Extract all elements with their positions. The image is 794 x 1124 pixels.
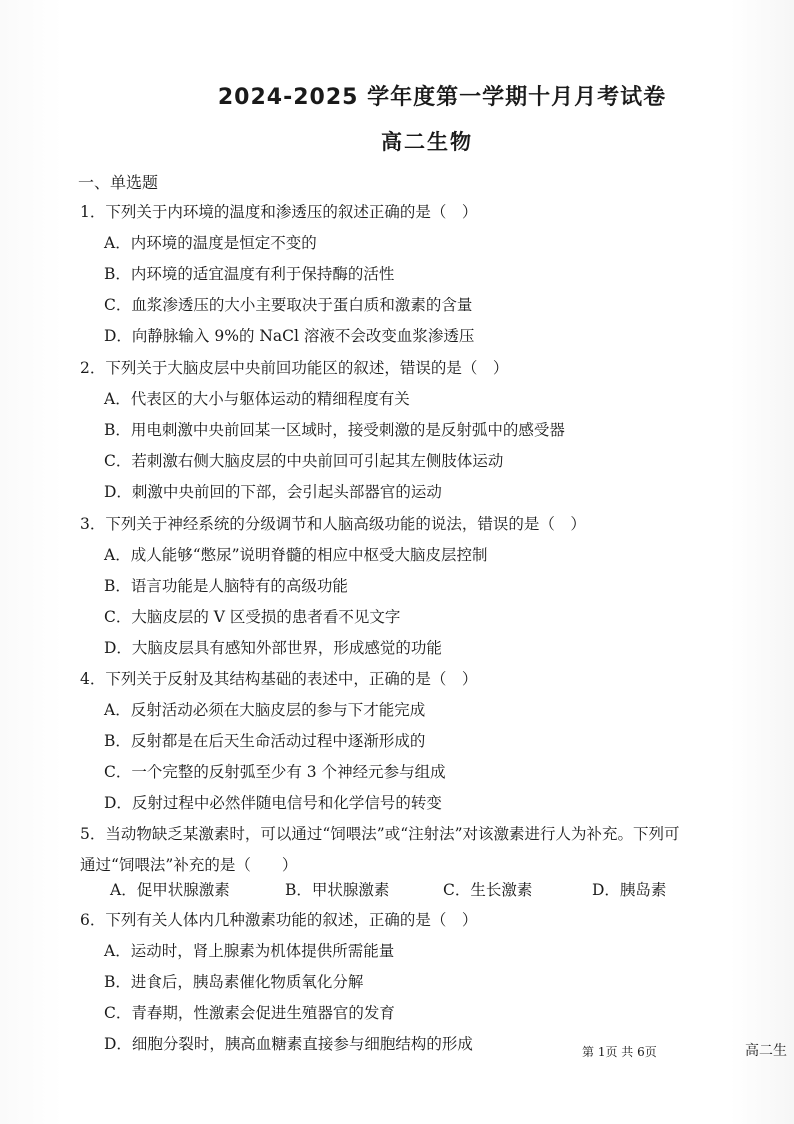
question-1-option-c: C．血浆渗透压的大小主要取决于蛋白质和激素的含量 — [104, 296, 473, 314]
question-4-option-a: A．反射活动必须在大脑皮层的参与下才能完成 — [104, 701, 426, 719]
question-2-option-d: D．刺激中央前回的下部，会引起头部器官的运动 — [104, 483, 442, 501]
question-3-option-d: D．大脑皮层具有感知外部世界，形成感觉的功能 — [104, 639, 442, 657]
question-6-option-b: B．进食后，胰岛素催化物质氧化分解 — [104, 973, 364, 991]
page-number: 第 1页 共 6页 — [582, 1045, 657, 1059]
question-6-option-d: D．细胞分裂时，胰高血糖素直接参与细胞结构的形成 — [104, 1035, 473, 1053]
section-heading: 一、单选题 — [78, 173, 159, 192]
question-5-stem-continued: 通过“饲喂法”补充的是（ ） — [80, 856, 298, 874]
question-1-option-d: D．向静脉输入 9%的 NaCl 溶液不会改变血浆渗透压 — [104, 327, 475, 345]
question-6-option-a: A．运动时，肾上腺素为机体提供所需能量 — [104, 942, 395, 960]
question-3-option-a: A．成人能够“憋尿”说明脊髓的相应中枢受大脑皮层控制 — [104, 546, 488, 564]
question-3-option-b: B．语言功能是人脑特有的高级功能 — [104, 577, 348, 595]
exam-title: 2024-2025 学年度第一学期十月月考试卷 — [217, 85, 667, 110]
question-3-option-c: C．大脑皮层的 V 区受损的患者看不见文字 — [104, 608, 401, 626]
question-2-option-b: B．用电刺激中央前回某一区域时，接受刺激的是反射弧中的感受器 — [104, 421, 565, 439]
question-2-stem: 2．下列关于大脑皮层中央前回功能区的叙述，错误的是（ ） — [80, 359, 509, 377]
question-6-option-c: C．青春期，性激素会促进生殖器官的发育 — [104, 1004, 395, 1022]
question-6-stem: 6．下列有关人体内几种激素功能的叙述，正确的是（ ） — [80, 911, 478, 929]
question-5-option-c: C．生长激素 — [443, 881, 533, 899]
question-4-option-c: C．一个完整的反射弧至少有 3 个神经元参与组成 — [104, 763, 446, 781]
question-5-option-b: B．甲状腺激素 — [285, 881, 390, 899]
question-3-stem: 3．下列关于神经系统的分级调节和人脑高级功能的说法，错误的是（ ） — [80, 515, 586, 533]
question-5-stem: 5．当动物缺乏某激素时，可以通过“饲喂法”或“注射法”对该激素进行人为补充。下列可 — [80, 825, 680, 843]
question-1-option-b: B．内环境的适宜温度有利于保持酶的活性 — [104, 265, 395, 283]
question-2-option-a: A．代表区的大小与躯体运动的精细程度有关 — [104, 390, 410, 408]
question-1-stem: 1．下列关于内环境的温度和渗透压的叙述正确的是（ ） — [80, 203, 478, 221]
subject-title: 高二生物 — [381, 130, 473, 154]
corner-subject-label: 高二生 — [745, 1043, 787, 1059]
question-4-option-b: B．反射都是在后天生命活动过程中逐渐形成的 — [104, 732, 426, 750]
question-2-option-c: C．若刺激右侧大脑皮层的中央前回可引起其左侧肢体运动 — [104, 452, 504, 470]
question-1-option-a: A．内环境的温度是恒定不变的 — [104, 234, 317, 252]
question-5-option-d: D．胰岛素 — [592, 881, 667, 899]
question-4-option-d: D．反射过程中必然伴随电信号和化学信号的转变 — [104, 794, 442, 812]
question-4-stem: 4．下列关于反射及其结构基础的表述中，正确的是（ ） — [80, 670, 478, 688]
question-5-option-a: A．促甲状腺激素 — [110, 881, 230, 899]
